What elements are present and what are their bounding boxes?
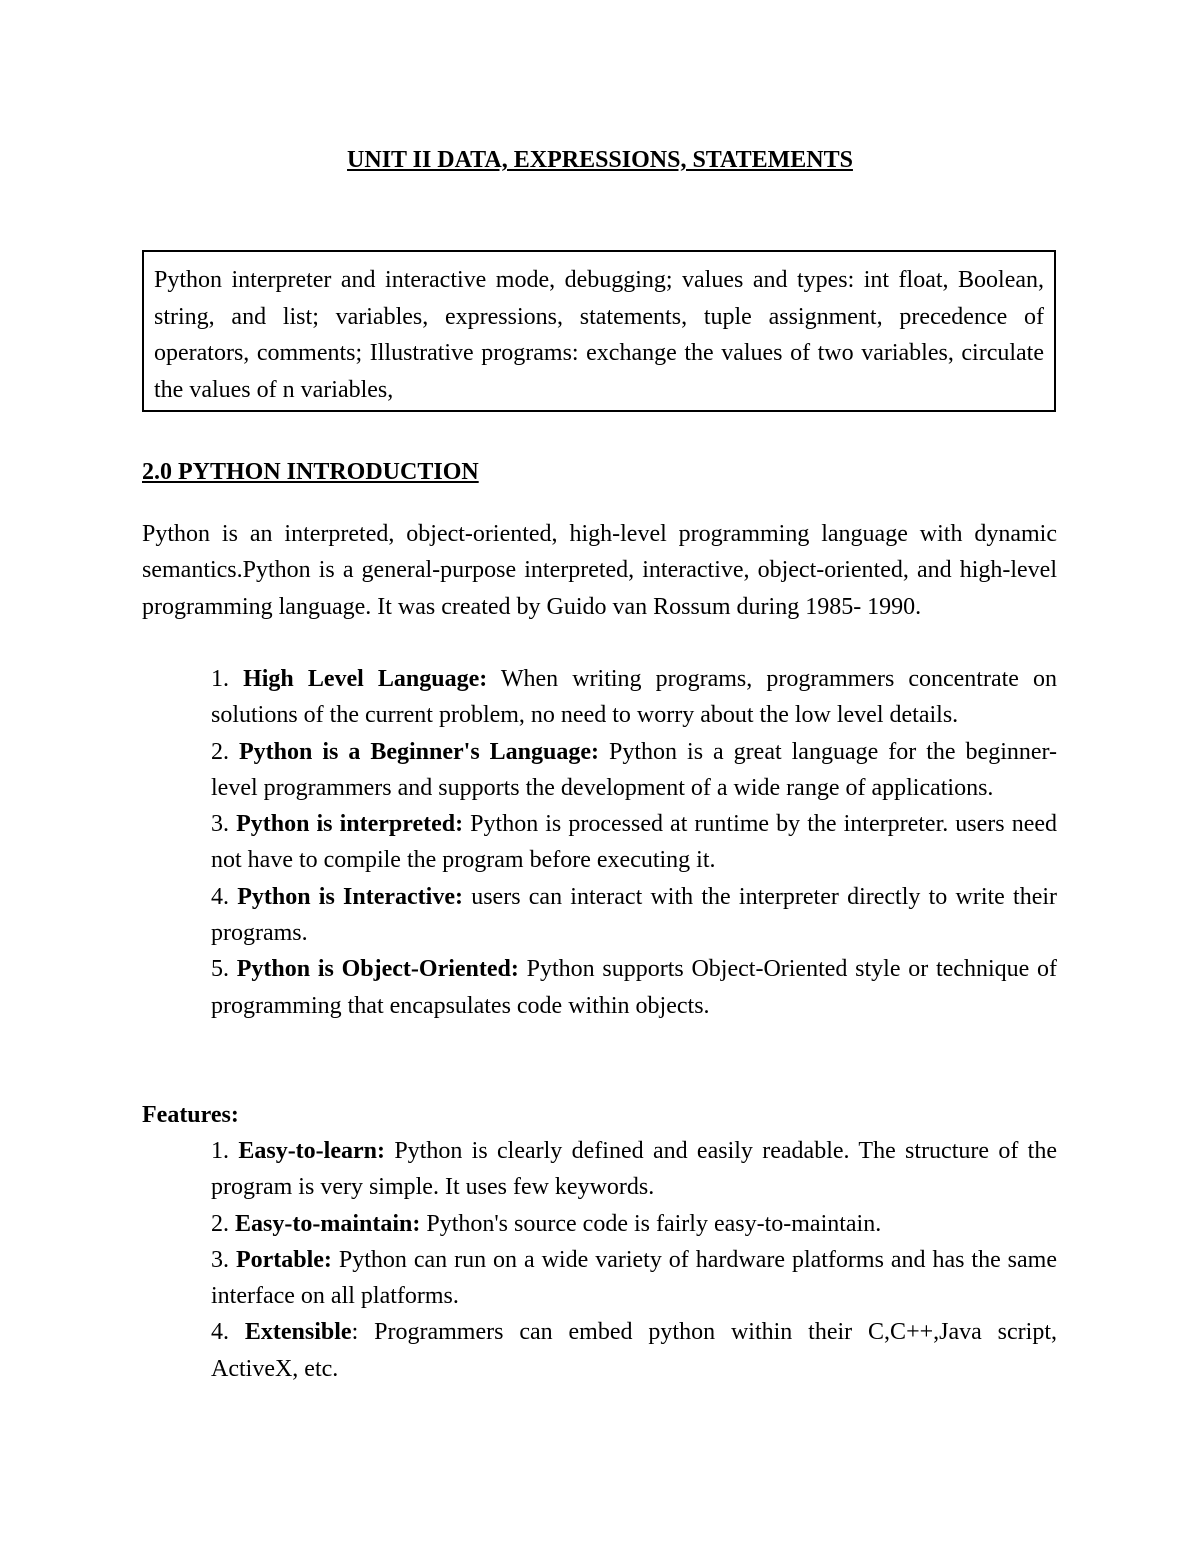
item-number: 3. bbox=[211, 811, 229, 838]
item-term: Portable: bbox=[235, 1246, 332, 1273]
item-separator: : bbox=[351, 1319, 359, 1346]
list-item bbox=[211, 1133, 1057, 1206]
intro-paragraph: Python is an interpreted, object-oriented, high-level programming language with dynamic semantics.Python is a general-purpose interpreted, interactive, object-oriented, and high-level programming language. It was created by Guido van Rossum during 1985- 1990. bbox=[142, 521, 1057, 620]
list-item bbox=[211, 661, 1057, 734]
item-description: Python is processed at runtime by the interpreter. users need not have to compile the program before executing it. bbox=[211, 811, 1058, 874]
item-term: Python is a Beginner's Language: bbox=[239, 738, 600, 765]
features-list bbox=[211, 1133, 1057, 1387]
item-term: Python is Interactive: bbox=[237, 883, 463, 910]
list-item bbox=[211, 1242, 1057, 1315]
item-number: 4. bbox=[211, 1319, 229, 1346]
item-number: 2. bbox=[211, 1210, 229, 1237]
item-number: 1. bbox=[211, 666, 229, 692]
item-description: Python supports Object-Oriented style or technique of programming that encapsulates code within objects. bbox=[211, 956, 1058, 1019]
item-term: Easy-to-maintain: bbox=[235, 1210, 421, 1237]
item-term: High Level Language: bbox=[243, 666, 488, 692]
page-title: UNIT II DATA, EXPRESSIONS, STATEMENTS bbox=[347, 147, 853, 173]
item-description: Programmers can embed python within their C,C++,Java script, ActiveX, etc. bbox=[211, 1319, 1057, 1382]
list-item bbox=[211, 1206, 1057, 1242]
characteristics-list bbox=[211, 661, 1057, 1024]
item-description: Python is a great language for the beginner- level programmers and supports the development of a wide range of applications. bbox=[211, 738, 1058, 801]
item-term: Python is interpreted: bbox=[236, 811, 464, 838]
item-term: Easy-to-learn: bbox=[238, 1138, 385, 1164]
item-description: When writing programs, programmers concentrate on solutions of the current problem, no need to worry about the low level details. bbox=[211, 666, 1058, 729]
item-number: 3. bbox=[211, 1246, 229, 1273]
item-number: 4. bbox=[211, 883, 229, 910]
item-term: Python is Object-Oriented: bbox=[236, 956, 519, 983]
syllabus-box: Python interpreter and interactive mode, debugging; values and types: int float, Boolean, string, and list; variables, expressions, statements, tuple assignment, precedence of operators, comments; Illustrative programs: exchange the values of two variables, circulate the values of n variables, bbox=[142, 250, 1056, 412]
item-number: 5. bbox=[211, 956, 229, 983]
list-item bbox=[211, 1314, 1057, 1387]
section-heading: 2.0 PYTHON INTRODUCTION bbox=[142, 459, 479, 485]
item-term: Extensible bbox=[244, 1319, 352, 1346]
item-description: users can interact with the interpreter directly to write their programs. bbox=[211, 883, 1058, 947]
features-heading: Features: bbox=[142, 1102, 239, 1128]
item-number: 1. bbox=[211, 1138, 229, 1164]
list-item bbox=[211, 879, 1057, 952]
list-item bbox=[211, 806, 1057, 879]
item-description: Python is clearly defined and easily readable. The structure of the program is very simple. It uses few keywords. bbox=[211, 1138, 1058, 1201]
list-item bbox=[211, 951, 1057, 1024]
list-item bbox=[211, 734, 1057, 807]
item-description: Python's source code is fairly easy-to-maintain. bbox=[426, 1210, 882, 1237]
item-description: Python can run on a wide variety of hardware platforms and has the same interface on all platforms. bbox=[211, 1246, 1057, 1310]
item-number: 2. bbox=[211, 738, 229, 765]
